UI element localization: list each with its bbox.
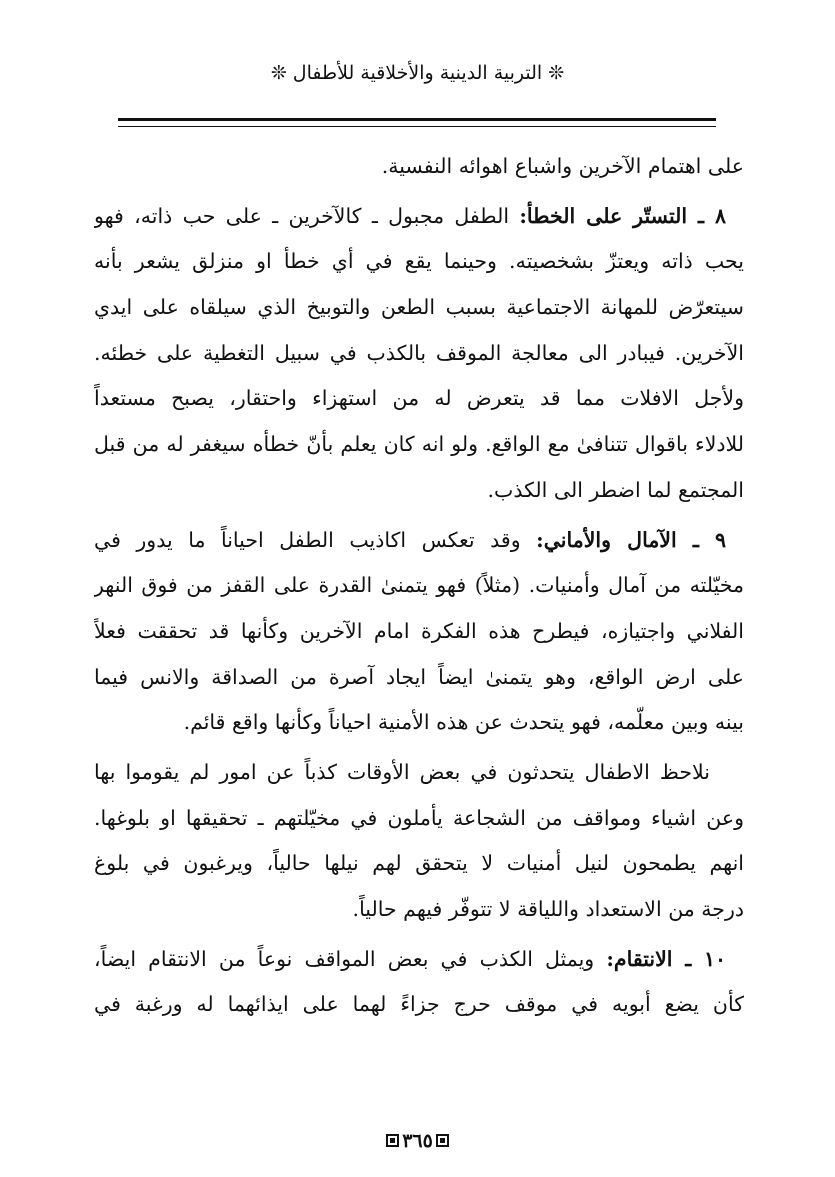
text-line: على اهتمام الآخرين واشباع اهوائه النفسية. xyxy=(381,154,744,178)
text-line: للادلاء باقوال تتنافىٰ مع الواقع. ولو انه كان يعلم بأنّ خطأه سيغفر له من قبل xyxy=(94,432,744,457)
text-line: وعن اشياء ومواقف من الشجاعة يأملون في مخيّلتهم ـ تحقيقها او بلوغها. xyxy=(94,805,744,830)
section-8-heading-line xyxy=(94,194,744,240)
text-line: المجتمع لما اضطر الى الكذب. xyxy=(487,477,744,502)
text-line: سيتعرّض للمهانة الاجتماعية بسبب الطعن والتوبيخ الذي سيلقاه على ايدي xyxy=(94,295,744,320)
text-line: بينه وبين معلّمه، فهو يتحدث عن هذه الأمنية احياناً وكأنها واقع قائم. xyxy=(183,710,744,735)
text-line: درجة من الاستعداد واللياقة لا تتوفّر فيهم حالياً. xyxy=(352,897,744,921)
text-line: مخيّلته من آمال وأمنيات. (مثلاً) فهو يتمنىٰ القدرة على القفز من فوق النهر xyxy=(94,573,744,598)
running-header: ❊ التربية الدينية والأخلاقية للأطفال ❊ xyxy=(270,62,565,84)
section-8-term: ٨ ـ التستّر على الخطأ: xyxy=(519,203,726,228)
section-9-text: وقد تعكس اكاذيب الطفل احياناً ما يدور في xyxy=(94,527,537,552)
section-10-heading-line xyxy=(94,937,744,983)
text-line: انهم يطمحون لنيل أمنيات لا يتحقق لهم نيلها حالياً، ويرغبون في بلوغ xyxy=(94,851,744,876)
text-line: كأن يضع أبويه في موقف حرج جزاءً لهما على ايذائهما له ورغبة في xyxy=(94,992,744,1017)
body-text xyxy=(94,144,744,1028)
page-number xyxy=(0,1128,835,1154)
section-8-text: الطفل مجبول ـ كالآخرين ـ على حب ذاته، فهو xyxy=(94,203,520,228)
text-line: ولأجل الافلات مما قد يتعرض له من استهزاء واحتقار، يصبح مستعداً xyxy=(94,386,744,411)
text-line: يحب ذاته ويعتزّ بشخصيته. وحينما يقع في أي خطأ او منزلق يشعر بأنه xyxy=(94,249,744,274)
section-9-term: ٩ ـ الآمال والأماني: xyxy=(536,527,726,552)
ornament-box-icon xyxy=(436,1134,449,1147)
header-rule-thick xyxy=(118,118,716,121)
ornament-box-icon xyxy=(386,1134,399,1147)
section-10-term: ١٠ ـ الانتقام: xyxy=(606,946,726,971)
header-rule-thin xyxy=(118,126,716,127)
text-line: الفلاني واجتيازه، فيطرح هذه الفكرة امام الآخرين وكأنها قد تحققت فعلاً xyxy=(94,618,744,643)
text-line: نلاحظ الاطفال يتحدثون في بعض الأوقات كذباً عن امور لم يقوموا بها xyxy=(94,759,710,784)
text-line: على ارض الواقع، وهو يتمنىٰ ايضاً ايجاد آصرة من الصداقة والانس فيما xyxy=(94,664,744,689)
page-number-value: ٣٦٥ xyxy=(402,1130,433,1152)
section-9-heading-line xyxy=(94,518,744,564)
text-line: الآخرين. فيبادر الى معالجة الموقف بالكذب في سبيل التغطية على خطئه. xyxy=(94,340,744,365)
section-10-text: ويمثل الكذب في بعض المواقف نوعاً من الانتقام ايضاً، xyxy=(94,946,607,971)
